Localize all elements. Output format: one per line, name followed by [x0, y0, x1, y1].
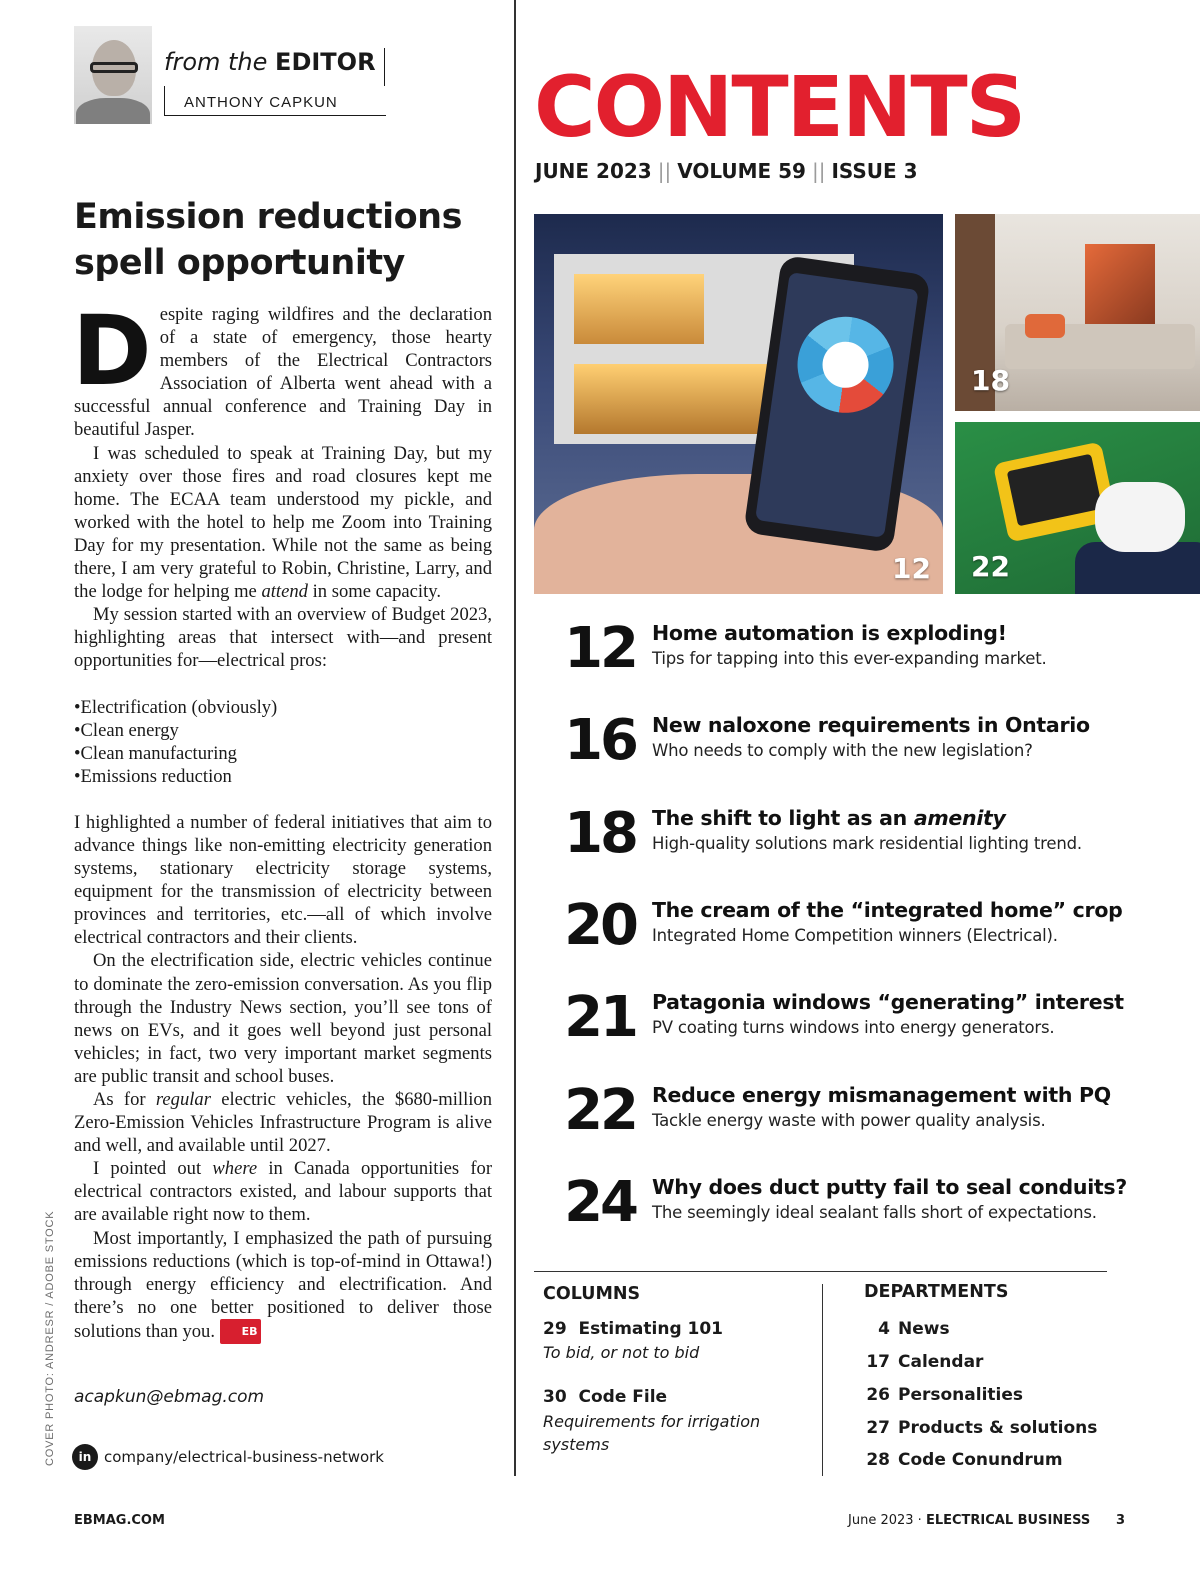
drop-cap: D — [72, 295, 152, 407]
toc-item[interactable] — [556, 895, 1156, 965]
toc-description: Tips for tapping into this ever-expanding market. — [652, 649, 1047, 668]
editor-email-link[interactable]: acapkun@ebmag.com — [74, 1387, 265, 1407]
linkedin-link[interactable] — [72, 1444, 384, 1470]
paragraph: As for regular electric vehicles, the $680-million Zero-Emission Vehicles Infrastructure Program is alive and well, and available until 2027. — [74, 1089, 492, 1157]
list-item: • Emissions reduction — [74, 765, 492, 788]
column-subtitle: Requirements for irrigation systems — [543, 1412, 761, 1454]
bullet-list — [74, 696, 492, 788]
toc-title: New naloxone requirements in Ontario — [652, 713, 1090, 737]
toc-page-number: 24 — [564, 1170, 636, 1235]
toc-item[interactable] — [556, 710, 1156, 780]
article-body — [72, 295, 493, 1344]
paragraph: Most importantly, I emphasized the path of pursuing emissions reductions (which is top-of-mind in Ottawa!) through energy efficiency and electrification. And there’s no one better positioned to deliver those solutions than you. EB — [74, 1227, 492, 1344]
toc-description: Integrated Home Competition winners (Electrical). — [652, 926, 1058, 945]
editor-photo — [74, 26, 152, 124]
linkedin-icon: in — [72, 1444, 98, 1470]
article-headline: Emission reductions spell opportunity — [74, 197, 462, 283]
toc-item[interactable] — [556, 987, 1156, 1057]
section-rule — [534, 1271, 1107, 1272]
department-link-code-conundrum[interactable]: 28 Code Conundrum — [866, 1450, 1063, 1470]
linkedin-handle: company/electrical-business-network — [104, 1448, 384, 1466]
toc-description: PV coating turns windows into energy generators. — [652, 1018, 1055, 1037]
list-item: • Clean manufacturing — [74, 742, 492, 765]
editor-name: ANTHONY CAPKUN — [184, 94, 338, 111]
living-room-photo[interactable] — [955, 214, 1200, 411]
toc-title: Why does duct putty fail to seal conduits? — [652, 1175, 1127, 1199]
power-quality-analyzer-photo[interactable] — [955, 422, 1200, 594]
column-link-estimating[interactable]: 29 Estimating 101 — [543, 1319, 724, 1339]
toc-title: Home automation is exploding! — [652, 621, 1007, 645]
toc-page-number: 20 — [564, 893, 636, 958]
toc-page-number: 18 — [564, 801, 636, 866]
toc-item[interactable] — [556, 618, 1156, 688]
paragraph: I was scheduled to speak at Training Day, but my anxiety over those fires and road closures kept me home. The ECAA team understood my pickle, and worked with the hotel to help me Zoom into Training Day for my presentation. While not the same as being there, I am very grateful to Robin, Christine, Larry, and the lodge for helping me attend in some capacity. — [74, 442, 492, 603]
department-link-products[interactable]: 27 Products & solutions — [866, 1418, 1098, 1438]
column-subtitle: To bid, or not to bid — [543, 1343, 700, 1362]
toc-description: Who needs to comply with the new legislation? — [652, 741, 1033, 760]
toc-page-number: 16 — [564, 708, 636, 773]
toc-page-number: 21 — [564, 985, 636, 1050]
toc-description: High-quality solutions mark residential lighting trend. — [652, 834, 1082, 853]
column-divider — [514, 0, 516, 1476]
toc-description: Tackle energy waste with power quality analysis. — [652, 1111, 1046, 1130]
contents-title: CONTENTS — [534, 58, 1025, 156]
paragraph: I highlighted a number of federal initiatives that aim to advance things like non-emitting electricity generation systems, stationary electricity storage systems, equipment for the transmission of electricity between provinces and territories, etc.—all of which involve electrical contractors and their clients. — [74, 811, 492, 949]
paragraph: On the electrification side, electric vehicles continue to dominate the zero-emission conversation. As you flip through the Industry News section, you’ll see tons of news on EVs, and it goes well beyond just personal vehicles; in fact, two very important market segments are public transit and school buses. — [74, 950, 492, 1087]
footer-site-link[interactable]: EBMAG.COM — [74, 1513, 165, 1528]
columns-heading: COLUMNS — [543, 1284, 641, 1304]
eb-end-mark: EB — [220, 1319, 261, 1344]
editor-header — [74, 26, 394, 126]
paragraph: My session started with an overview of Budget 2023, highlighting areas that intersect with—and present opportunities for—electrical pros: — [74, 604, 492, 672]
toc-item[interactable] — [556, 803, 1156, 873]
toc-title: Patagonia windows “generating” interest — [652, 990, 1124, 1014]
department-link-personalities[interactable]: 26 Personalities — [866, 1385, 1024, 1405]
cover-photo-credit: COVER PHOTO: ANDRESR / ADOBE STOCK — [44, 1210, 56, 1466]
image-page-number: 22 — [971, 550, 1010, 583]
paragraph: I pointed out where in Canada opportunities for electrical contractors existed, and labour supports that are available right now to them. — [74, 1158, 493, 1226]
list-item: • Electrification (obviously) — [74, 696, 492, 719]
department-link-calendar[interactable]: 17 Calendar — [866, 1352, 984, 1372]
issue-info: JUNE 2023 || VOLUME 59 || ISSUE 3 — [535, 159, 918, 183]
image-page-number: 12 — [892, 552, 931, 585]
toc-item[interactable] — [556, 1080, 1156, 1150]
from-editor-label: from the EDITOR — [164, 48, 376, 76]
toc-page-number: 22 — [564, 1078, 636, 1143]
departments-heading: DEPARTMENTS — [864, 1282, 1009, 1302]
toc-title: The cream of the “integrated home” crop — [652, 898, 1123, 922]
footer-publication: June 2023 · ELECTRICAL BUSINESS — [848, 1513, 1091, 1528]
toc-title: The shift to light as an amenity — [652, 806, 1006, 830]
home-automation-photo[interactable] — [534, 214, 943, 594]
department-link-news[interactable]: 4 News — [878, 1319, 950, 1339]
column-link-code-file[interactable]: 30 Code File — [543, 1387, 668, 1407]
paragraph: Despite raging wildfires and the declaration of a state of emergency, those hearty members of the Electrical Contractors Association of Alberta went ahead with a successful annual conference and Training Day in beautiful Jasper. — [72, 295, 492, 441]
toc-title: Reduce energy mismanagement with PQ — [652, 1083, 1111, 1107]
page-number: 3 — [1116, 1513, 1126, 1528]
toc-item[interactable] — [556, 1172, 1156, 1242]
image-page-number: 18 — [971, 364, 1010, 397]
toc-description: The seemingly ideal sealant falls short of expectations. — [652, 1203, 1097, 1222]
columns-divider — [822, 1284, 823, 1476]
list-item: • Clean energy — [74, 719, 492, 742]
toc-page-number: 12 — [564, 616, 636, 681]
